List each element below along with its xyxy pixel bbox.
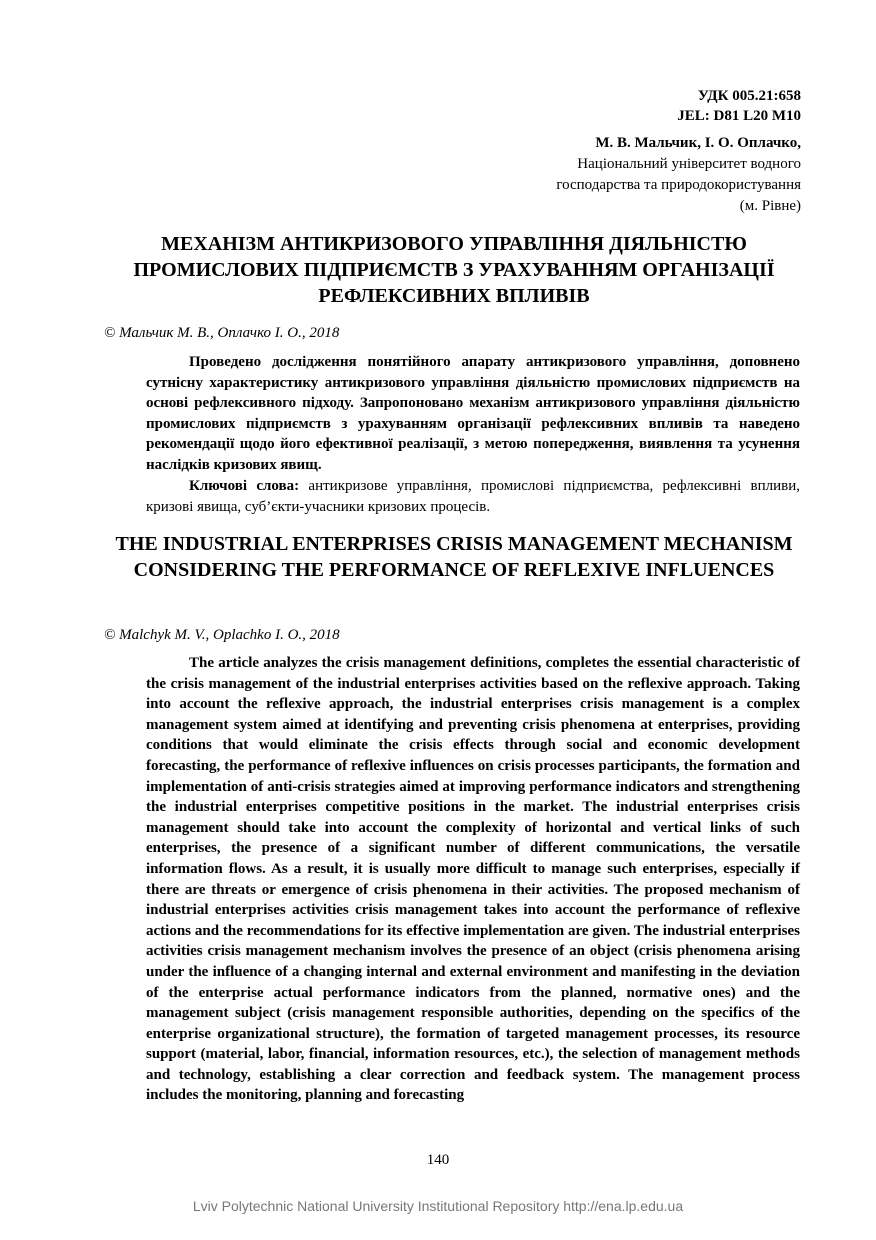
author-block xyxy=(381,133,801,217)
english-title: THE INDUSTRIAL ENTERPRISES CRISIS MANAGEMENT MECHANISM CONSIDERING THE PERFORMANCE OF REFLEXIVE INFLUENCES xyxy=(115,533,793,581)
jel-code: JEL: D81 L20 M10 xyxy=(677,108,801,124)
english-abstract: The article analyzes the crisis management definitions, completes the essential characteristic of the crisis management of the industrial enterprises activities based on the reflexive approach. Taking into account the reflexive approach, the industrial enterprises crisis management is a complex management system aimed at identifying and preventing crisis phenomena at enterprises, providing conditions that would eliminate the crisis effects through social and economic development forecasting, the performance of reflexive influences on crisis processes participants, the formation and implementation of anti-crisis strategies aimed at improving performance indicators and strengthening the industrial enterprises competitive positions in the market. The industrial enterprises crisis management should take into account the complexity of horizontal and vertical links of such enterprises, the presence of a significant number of different communications, the versatile information flows. As a result, it is usually more difficult to manage such enterprises, especially if there are threats or emergence of crisis phenomena in their activities. The proposed mechanism of industrial enterprises activities crisis management takes into account the performance of reflexive actions and the recommendations for its effective implementation are given. The industrial enterprises activities crisis management mechanism involves the presence of an object (crisis phenomena arising under the influence of a changing internal and external environment and manifesting in the deviation of the enterprise actual performance indicators from the planned, normative ones) and the management subject (crisis management responsible authorities, depending on the specifics of the enterprise organizational structure), the formation of targeted management processes, its resource support (material, labor, financial, information resources, etc.), the selection of management methods and technology, establishing a clear correction and feedback system. The management process includes the monitoring, planning and forecasting xyxy=(146,655,800,1104)
udc-code: УДК 005.21:658 xyxy=(697,88,801,104)
affiliation-line-2: господарства та природокористування xyxy=(556,177,801,193)
page-number: 140 xyxy=(426,1152,450,1168)
affiliation-city: (м. Рівне) xyxy=(739,198,801,214)
repository-footer: Lviv Polytechnic National University Institutional Repository http://ena.lp.edu.ua xyxy=(192,1198,684,1214)
keywords-label: Ключові слова: xyxy=(189,478,300,494)
classification-codes xyxy=(677,86,801,126)
ukrainian-title: МЕХАНІЗМ АНТИКРИЗОВОГО УПРАВЛІННЯ ДІЯЛЬНІСТЮ ПРОМИСЛОВИХ ПІДПРИЄМСТВ З УРАХУВАННЯМ ОРГАНІЗАЦІЇ РЕФЛЕКСИВНИХ ВПЛИВІВ xyxy=(133,233,775,307)
affiliation-line-1: Національний університет водного xyxy=(577,156,801,172)
ukrainian-keywords xyxy=(146,476,800,517)
ukrainian-copyright: © Мальчик М. В., Оплачко І. О., 2018 xyxy=(104,325,340,341)
english-copyright: © Malchyk M. V., Oplachko I. O., 2018 xyxy=(104,627,340,643)
ukrainian-abstract: Проведено дослідження понятійного апарату антикризового управління, доповнено сутнісну характеристику антикризового управління діяльністю промислових підприємств на основі рефлексивного підходу. Запропоновано механізм антикризового управління діяльністю промислових підприємств з урахуванням організації рефлексивних впливів та наведено рекомендації щодо його ефективної реалізації, з метою попередження, виявлення та усунення наслідків кризових явищ. xyxy=(146,354,800,473)
author-names: М. В. Мальчик, І. О. Оплачко, xyxy=(595,135,801,151)
keywords-text: антикризове управління, промислові підприємства, рефлексивні впливи, кризові явища, суб’єкти-учасники кризових процесів. xyxy=(146,478,800,515)
